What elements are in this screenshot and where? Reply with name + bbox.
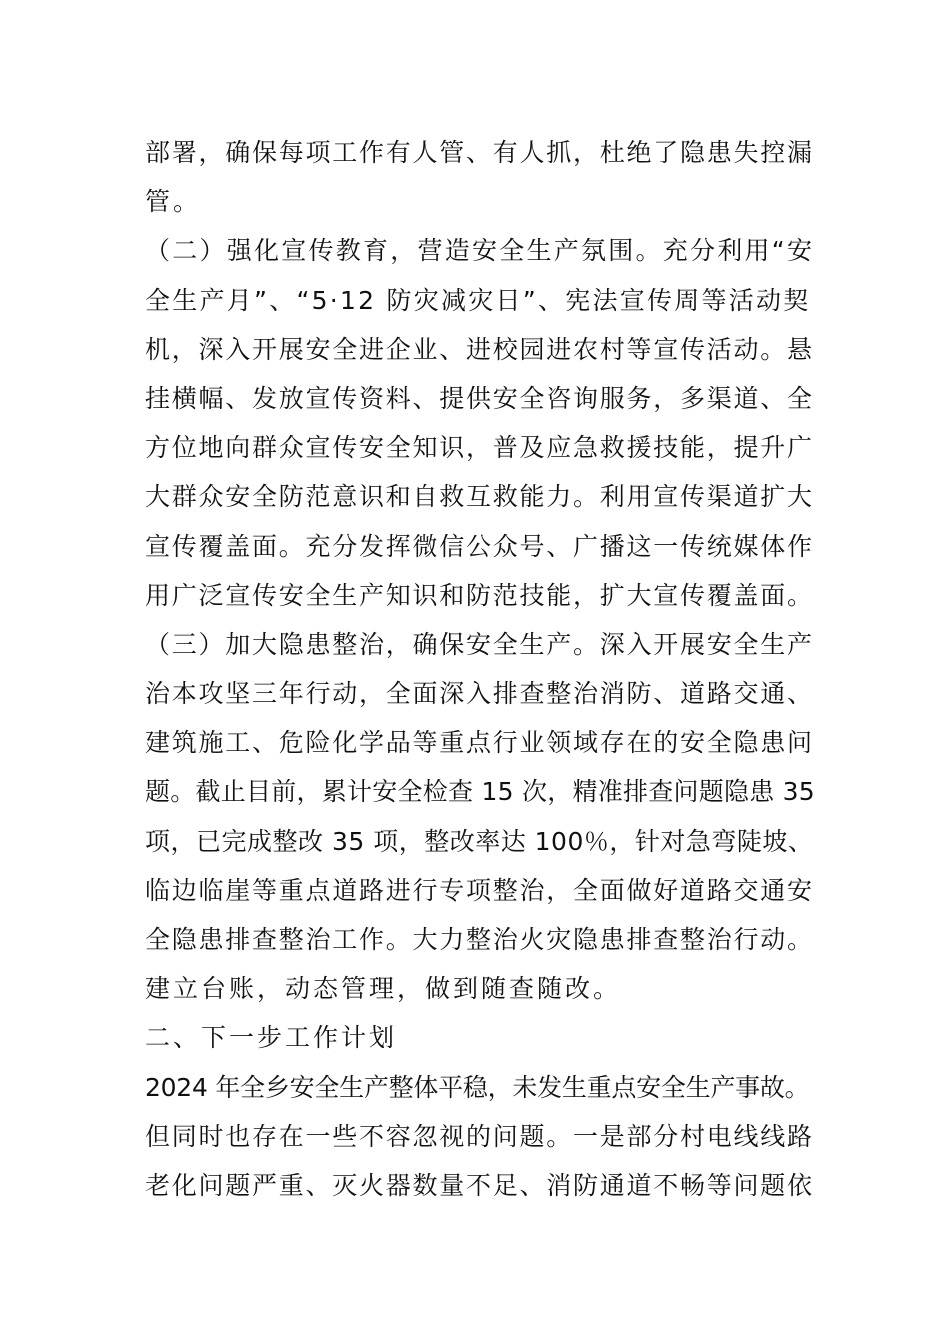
text-line: （二）强化宣传教育，营造安全生产氛围。充分利用“安 — [145, 236, 815, 266]
text-line: 建筑施工、危险化学品等重点行业领域存在的安全隐患问 — [145, 728, 814, 758]
text-line: 部署，确保每项工作有人管、有人抓，杜绝了隐患失控漏 — [145, 138, 814, 167]
document-body — [145, 128, 815, 1210]
text-line: 建立台账，动态管理，做到随查随改。 — [145, 974, 622, 1004]
text-line: 挂横幅、发放宣传资料、提供安全咨询服务，多渠道、全 — [145, 383, 814, 413]
text-line: 机，深入开展安全进企业、进校园进农村等宣传活动。悬 — [145, 334, 814, 364]
text-line: 全隐患排查整治工作。大力整治火灾隐患排查整治行动。 — [145, 925, 814, 954]
text-line: 2024 年全乡安全生产整体平稳，未发生重点安全生产事故。 — [145, 1072, 810, 1102]
section-heading: 二、下一步工作计划 — [145, 1023, 398, 1053]
text-line: 临边临崖等重点道路进行专项整治，全面做好道路交通安 — [145, 875, 814, 905]
text-line: 治本攻坚三年行动，全面深入排查整治消防、道路交通、 — [145, 679, 814, 709]
text-line: 管。 — [145, 187, 202, 217]
text-line: 老化问题严重、灭火器数量不足、消防通道不畅等问题依 — [145, 1170, 814, 1200]
text-line: 大群众安全防范意识和自救互救能力。利用宣传渠道扩大 — [145, 482, 814, 512]
text-line: 全生产月”、“5·12 防灾减灾日”、宪法宣传周等活动契 — [145, 285, 811, 315]
text-line: 方位地向群众宣传安全知识，普及应急救援技能，提升广 — [145, 433, 814, 463]
text-line: 宣传覆盖面。充分发挥微信公众号、广播这一传统媒体作 — [145, 531, 814, 561]
text-line: 题。截止目前，累计安全检查 15 次，精准排查问题隐患 35 — [145, 777, 815, 807]
text-line: （三）加大隐患整治，确保安全生产。深入开展安全生产 — [145, 629, 814, 659]
text-line: 项，已完成整改 35 项，整改率达 100％，针对急弯陡坡、 — [145, 826, 814, 856]
text-line: 用广泛宣传安全生产知识和防范技能，扩大宣传覆盖面。 — [145, 580, 814, 610]
text-line: 但同时也存在一些不容忽视的问题。一是部分村电线线路 — [145, 1121, 814, 1151]
